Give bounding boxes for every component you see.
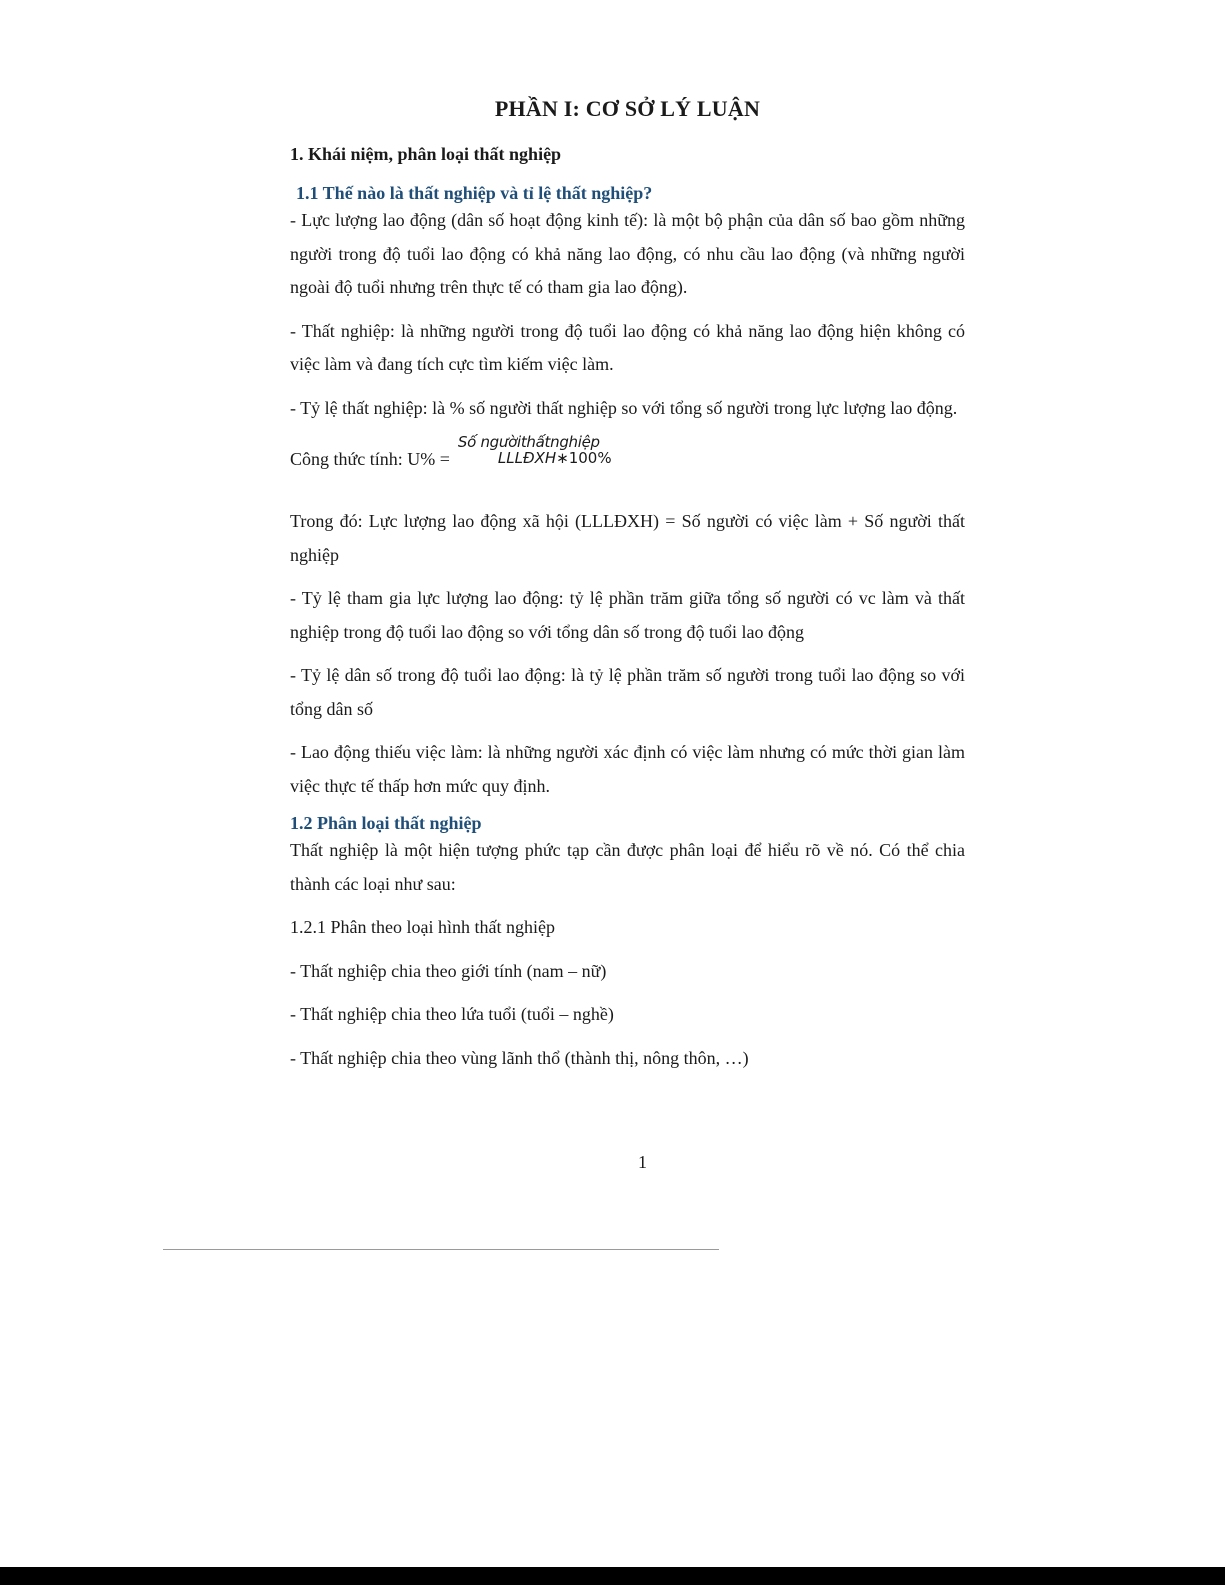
formula-block [290, 435, 965, 479]
paragraph-unemployment-rate: - Tỷ lệ thất nghiệp: là % số người thất nghiệp so với tổng số người trong lực lượng lao động. [290, 397, 958, 418]
page-number: 1 [638, 1152, 647, 1172]
section-heading-1-2: 1.2 Phân loại thất nghiệp [290, 813, 482, 833]
formula-label: Công thức tính: U% = [290, 449, 450, 469]
paragraph-unemployment: - Thất nghiệp: là những người trong độ tuổi lao động có khả năng lao động hiện không có việc làm và đang tích cực tìm kiếm việc làm. [290, 320, 965, 374]
paragraph-labor-force-definition: Trong đó: Lực lượng lao động xã hội (LLLĐXH) = Số người có việc làm + Số người thất nghiệp [290, 511, 965, 565]
paragraph-underemployment: - Lao động thiếu việc làm: là những người xác định có việc làm nhưng có mức thời gian làm việc thực tế thấp hơn mức quy định. [290, 742, 965, 796]
paragraph-classification-intro: Thất nghiệp là một hiện tượng phức tạp cần được phân loại để hiểu rõ về nó. Có thể chia thành các loại như sau: [290, 840, 965, 894]
list-item-by-age: - Thất nghiệp chia theo lứa tuổi (tuổi – nghề) [290, 1004, 614, 1024]
bottom-edge-bar [0, 1567, 1225, 1585]
section-heading-1: 1. Khái niệm, phân loại thất nghiệp [290, 144, 562, 164]
section-heading-1-1: 1.1 Thế nào là thất nghiệp và tỉ lệ thất nghiệp? [296, 183, 653, 203]
formula-denominator [498, 449, 612, 467]
paragraph-participation-rate: - Tỷ lệ tham gia lực lượng lao động: tỷ lệ phần trăm giữa tổng số người có vc làm và thất nghiệp trong độ tuổi lao động so với tổng dân số trong độ tuổi lao động [290, 588, 965, 642]
formula-fraction [456, 435, 636, 479]
list-item-by-gender: - Thất nghiệp chia theo giới tính (nam – nữ) [290, 960, 607, 981]
page-content [290, 96, 965, 1085]
paragraph-working-age-rate: - Tỷ lệ dân số trong độ tuổi lao động: là tỷ lệ phần trăm số người trong tuổi lao động so với tổng dân số [290, 665, 965, 719]
formula-numerator: Số ngườithấtnghiệp [457, 433, 600, 451]
page-title: PHẦN I: CƠ SỞ LÝ LUẬN [494, 96, 761, 121]
paragraph-subsection-1-2-1: 1.2.1 Phân theo loại hình thất nghiệp [290, 917, 555, 937]
list-item-by-region: - Thất nghiệp chia theo vùng lãnh thổ (thành thị, nông thôn, …) [290, 1047, 749, 1068]
formula-denominator-text: LLLĐXH [497, 449, 557, 467]
formula-multiplier: ∗100% [556, 449, 612, 467]
paragraph-labor-force: - Lực lượng lao động (dân số hoạt động kinh tế): là một bộ phận của dân số bao gồm những người trong độ tuổi lao động có khả năng lao động, có nhu cầu lao động (và những người ngoài độ tuổi nhưng trên thực tế có tham gia lao động). [290, 210, 965, 297]
footer-divider [163, 1249, 719, 1250]
